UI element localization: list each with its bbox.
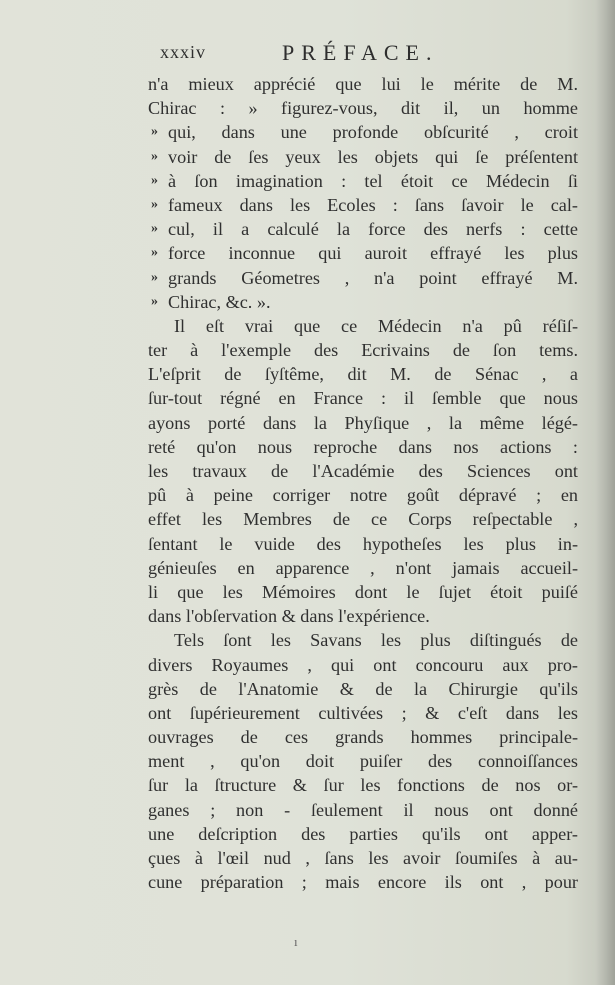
text-line-content: les travaux de l'Académie des Sciences ont (148, 461, 578, 481)
text-line (148, 241, 578, 265)
text-line (148, 169, 578, 193)
text-line (148, 677, 578, 701)
text-line (148, 628, 578, 652)
text-line (148, 435, 578, 459)
text-line (148, 386, 578, 410)
text-line (148, 870, 578, 894)
text-line (148, 701, 578, 725)
stray-ink-mark: ı (294, 934, 298, 949)
text-line (148, 266, 578, 290)
text-line (148, 846, 578, 870)
text-line-content: ſur la ſtructure & ſur les fonctions de nos or- (148, 775, 578, 796)
text-line (148, 193, 578, 217)
text-line-content: voir de ſes yeux les objets qui ſe préſentent (168, 146, 578, 167)
text-line (148, 362, 578, 386)
text-line (148, 411, 578, 435)
text-line-content: qui, dans une profonde obſcurité , croit (168, 122, 578, 143)
text-line-content: li que les Mémoires dont le ſujet étoit puiſé (148, 581, 578, 602)
guillemet-quote-mark: » (151, 148, 158, 164)
guillemet-quote-mark: » (151, 245, 158, 261)
text-line-content: ouvrages de ces grands hommes principale- (148, 727, 578, 748)
text-line-content: n'a mieux apprécié que lui le mérite de M. (148, 74, 578, 94)
text-line-content: génieuſes en apparence , n'ont jamais accueil- (148, 557, 578, 578)
text-line (148, 120, 578, 144)
text-line (148, 96, 578, 120)
guillemet-quote-mark: » (151, 293, 158, 309)
guillemet-quote-mark: » (151, 124, 158, 140)
text-line (148, 822, 578, 846)
text-line-content: ayons porté dans la Phyſique , la même légé- (148, 412, 578, 433)
text-line (148, 749, 578, 773)
text-line (148, 459, 578, 483)
text-line-content: Tels ſont les Savans les plus diſtingués de (174, 630, 578, 651)
text-line-content: force inconnue qui auroit effrayé les plus (168, 243, 578, 264)
text-line (148, 507, 578, 531)
text-line-content: reté qu'on nous reproche dans nos actions : (148, 436, 578, 457)
guillemet-quote-mark: » (151, 196, 158, 212)
text-line-content: à ſon imagination : tel étoit ce Médecin ſi (168, 170, 578, 191)
text-line-content: ſentant le vuide des hypotheſes les plus in- (148, 533, 578, 554)
text-line-content: ganes ; non - ſeulement il nous ont donné (148, 799, 578, 820)
text-line (148, 653, 578, 677)
text-line-content: dans l'obſervation & dans l'expérience. (148, 606, 430, 627)
text-line-content: ont ſupérieurement cultivées ; & c'eſt dans les (148, 702, 578, 723)
text-line (148, 725, 578, 749)
text-line (148, 556, 578, 580)
text-line (148, 145, 578, 169)
guillemet-quote-mark: » (151, 269, 158, 285)
text-line (148, 217, 578, 241)
text-line-content: une deſcription des parties qu'ils ont apper- (148, 823, 578, 844)
text-line (148, 314, 578, 338)
text-line (148, 580, 578, 604)
guillemet-quote-mark: » (151, 221, 158, 237)
text-line-content: pû à peine corriger notre goût dépravé ; en (148, 485, 578, 506)
text-line-content: grès de l'Anatomie & de la Chirurgie qu'ils (148, 678, 578, 699)
body-text (148, 72, 578, 894)
text-line-content: effet les Membres de ce Corps reſpectable , (148, 509, 578, 530)
text-line-content: cune préparation ; mais encore ils ont , pour (148, 872, 578, 893)
text-line-content: ter à l'exemple des Ecrivains de ſon tems. (148, 340, 578, 361)
text-line (148, 773, 578, 797)
text-line (148, 604, 578, 628)
text-line-content: Chirac : » figurez-vous, dit il, un homme (148, 98, 578, 119)
text-line-content: ſur-tout régné en France : il ſemble que nous (148, 388, 578, 409)
text-line-content: L'eſprit de ſyſtême, dit M. de Sénac , a (148, 364, 578, 385)
page-number: xxxiv (160, 42, 207, 62)
text-line-content: divers Royaumes , qui ont concouru aux pro- (148, 654, 578, 675)
page-edge-shadow (595, 0, 615, 985)
page-header (160, 40, 560, 68)
text-line (148, 338, 578, 362)
text-line-content: grands Géometres , n'a point effrayé M. (168, 267, 578, 288)
text-line-content: çues à l'œil nud , ſans les avoir ſoumiſes à au- (148, 848, 578, 868)
text-line-content: fameux dans les Ecoles : ſans ſavoir le cal- (168, 194, 578, 215)
text-line (148, 483, 578, 507)
text-line (148, 532, 578, 556)
text-line-content: Chirac, &c. ». (168, 291, 271, 312)
guillemet-quote-mark: » (151, 172, 158, 188)
text-line (148, 72, 578, 96)
text-line (148, 290, 578, 314)
text-line-content: ment , qu'on doit puiſer des connoiſſances (148, 751, 578, 772)
text-line-content: Il eſt vrai que ce Médecin n'a pû réſiſ- (174, 315, 578, 336)
text-line (148, 798, 578, 822)
text-line-content: cul, il a calculé la force des nerfs : cette (168, 219, 578, 240)
running-title: PRÉFACE. (282, 40, 439, 65)
